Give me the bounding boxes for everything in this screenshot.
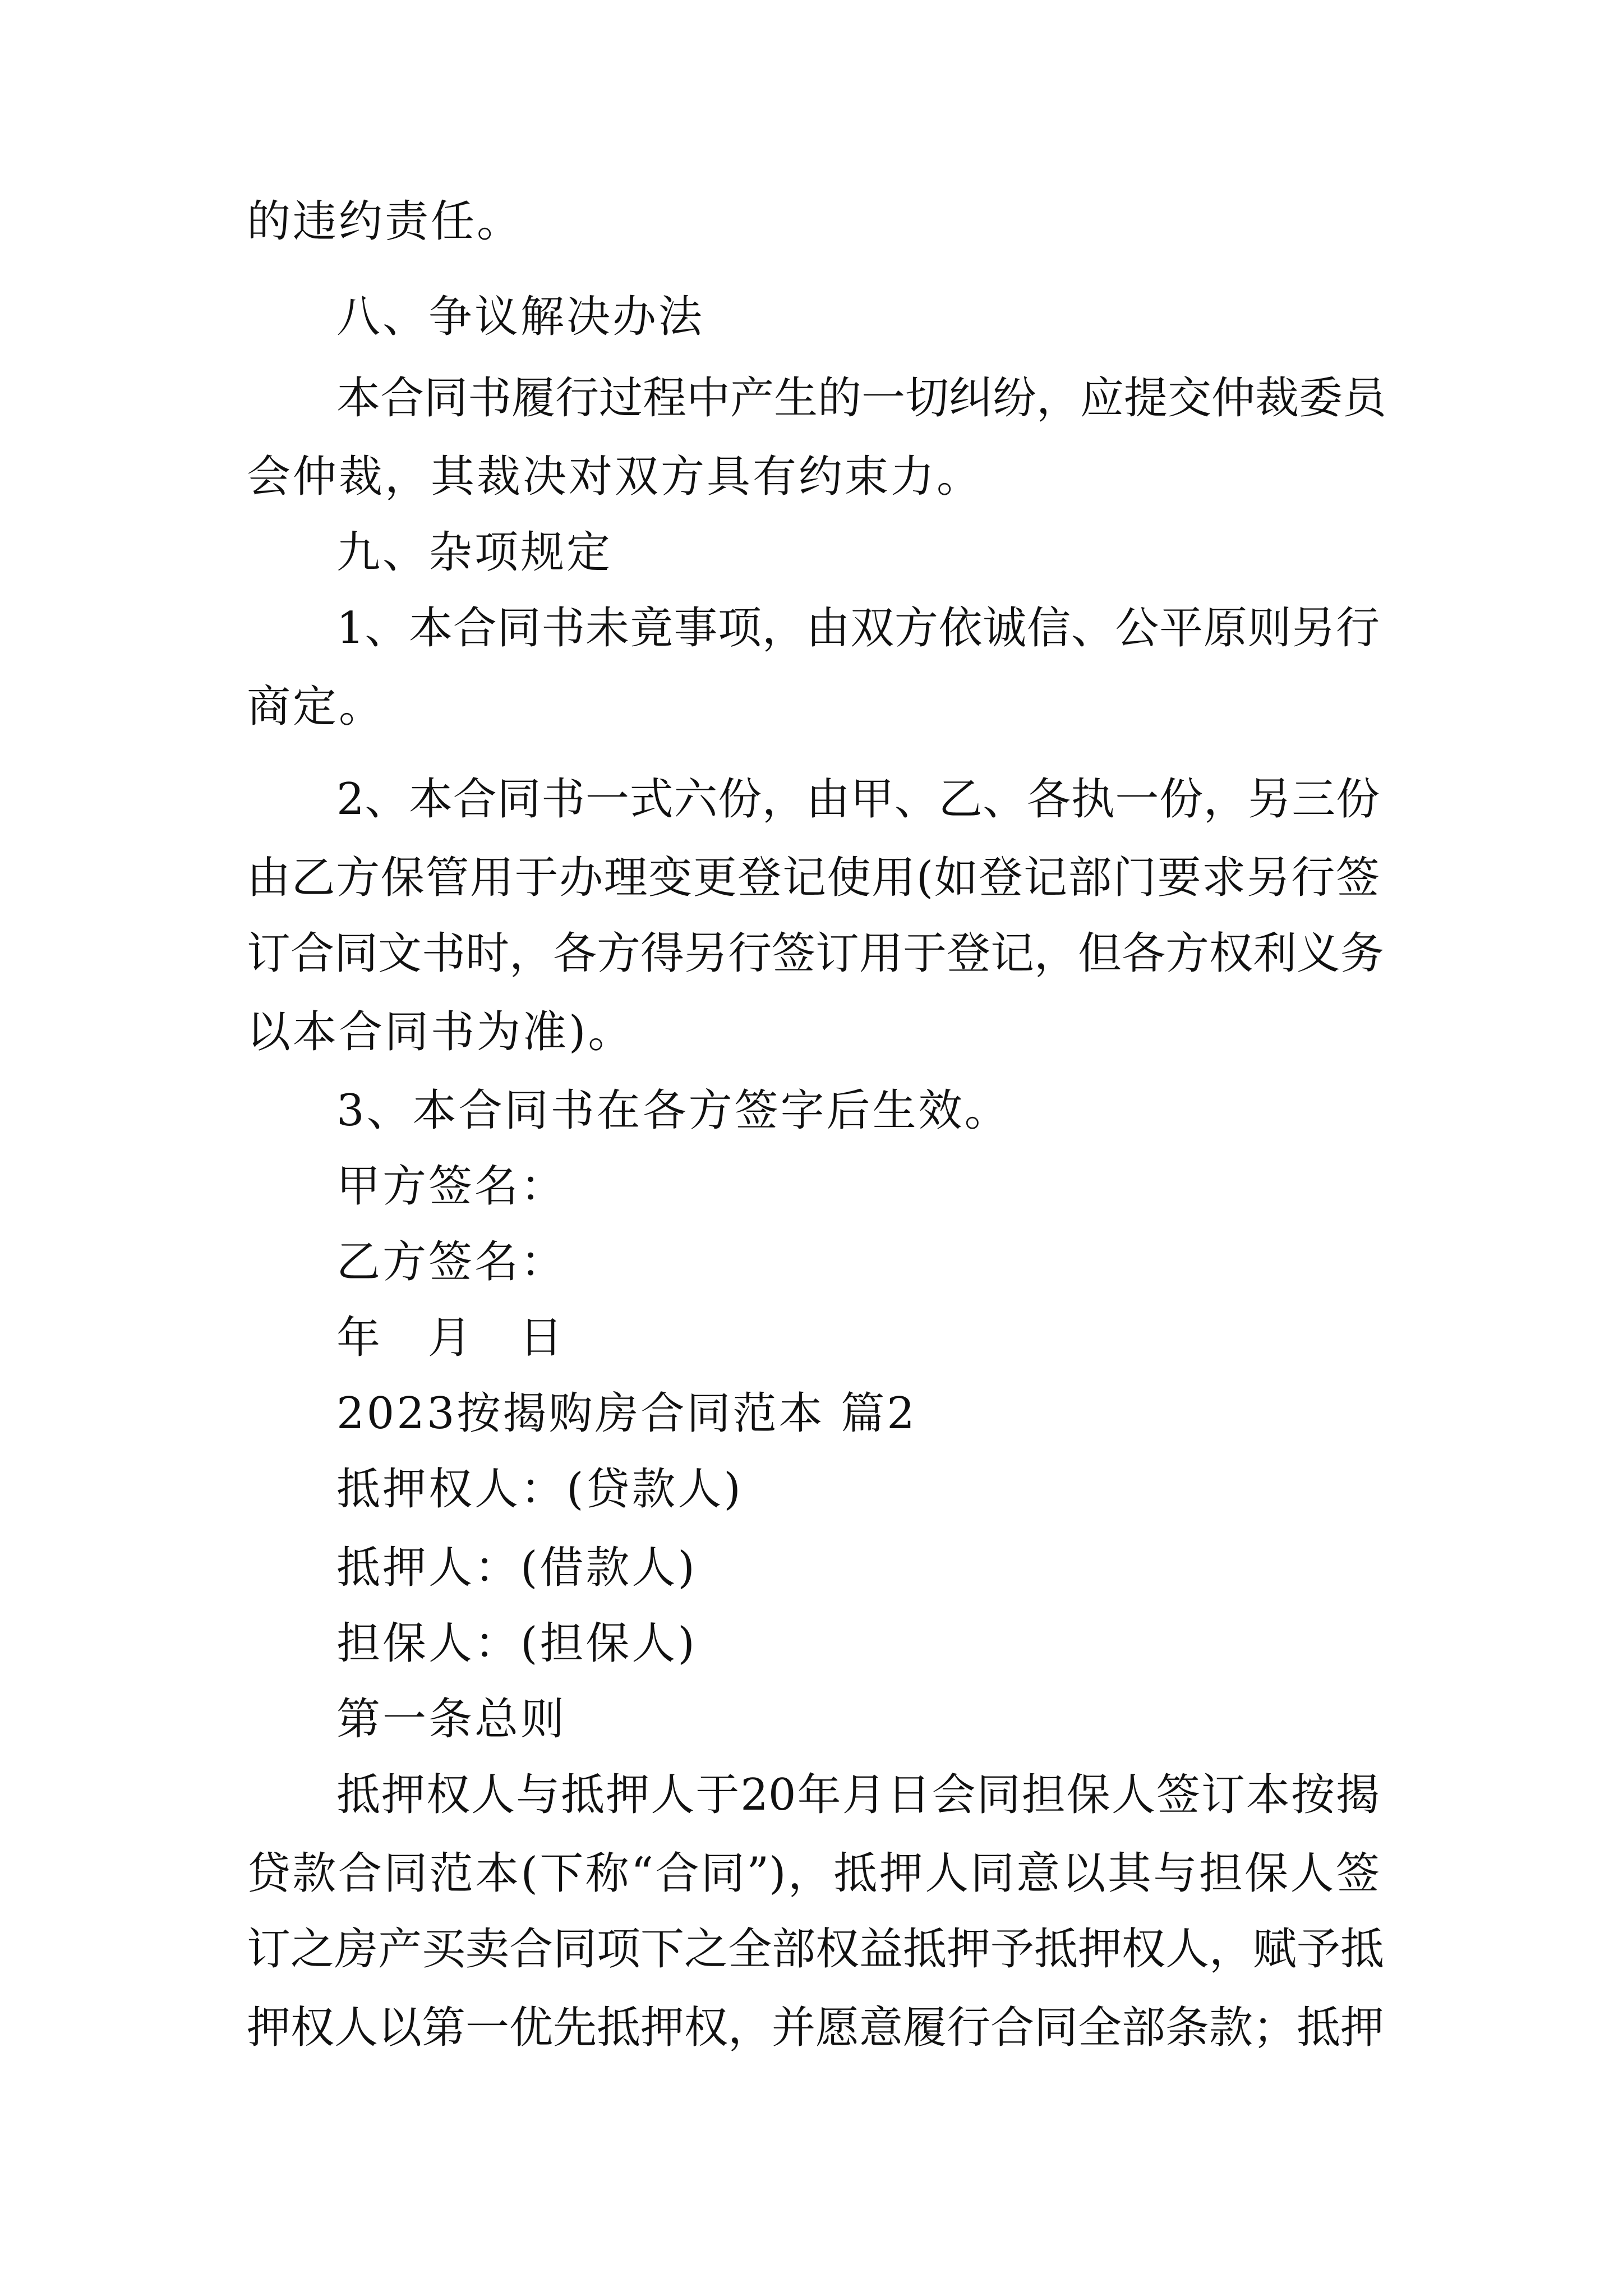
section-heading: 九、杂项规定 — [336, 527, 613, 578]
text-line: 由乙方保管用于办理变更登记使用(如登记部门要求另行签 — [247, 853, 1380, 903]
text-line: 的违约责任。 — [247, 196, 523, 247]
text-line: 抵押人：(借款人) — [336, 1543, 697, 1593]
section-title: 2023按揭购房合同范本 篇2 — [336, 1388, 917, 1439]
text-line: 押权人以第一优先抵押权，并愿意履行合同全部条款；抵押 — [247, 2003, 1385, 2053]
text-line: 订之房产买卖合同项下之全部权益抵押予抵押权人，赋予抵 — [247, 1924, 1385, 1975]
text-line: 本合同书履行过程中产生的一切纠纷，应提交仲裁委员 — [336, 373, 1387, 424]
text-line: 抵押权人与抵押人于20年月日会同担保人签订本按揭 — [336, 1770, 1380, 1820]
text-line: 3、本合同书在各方签字后生效。 — [336, 1085, 1011, 1136]
text-line: 抵押权人：(贷款人) — [336, 1464, 743, 1515]
text-line: 以本合同书为准)。 — [247, 1007, 634, 1057]
text-line: 贷款合同范本(下称“合同”)，抵押人同意以其与担保人签 — [247, 1848, 1380, 1899]
text-line: 2、本合同书一式六份，由甲、乙、各执一份，另三份 — [336, 774, 1380, 825]
text-line: 订合同文书时，各方得另行签订用于登记，但各方权利义务 — [247, 928, 1385, 979]
signature-label-party-b: 乙方签名： — [336, 1237, 567, 1287]
text-line: 1、本合同书未竟事项，由双方依诚信、公平原则另行 — [336, 603, 1380, 654]
text-line: 会仲裁，其裁决对双方具有约束力。 — [247, 452, 983, 502]
date-line: 年 月 日 — [336, 1313, 580, 1363]
text-line: 担保人：(担保人) — [336, 1618, 697, 1669]
section-heading: 八、争议解决办法 — [336, 292, 705, 342]
section-heading: 第一条总则 — [336, 1694, 567, 1745]
text-line: 商定。 — [247, 682, 385, 732]
signature-label-party-a: 甲方签名： — [336, 1161, 567, 1212]
